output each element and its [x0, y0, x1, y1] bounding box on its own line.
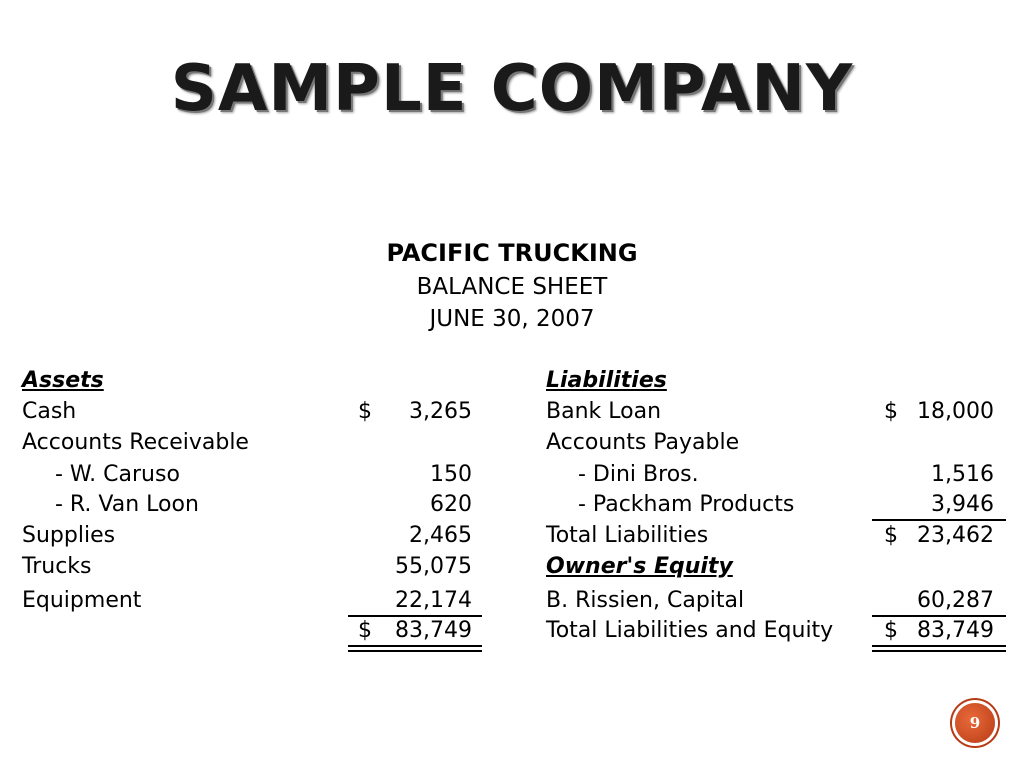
equity-subtotal-rule	[872, 615, 1006, 617]
cash-label: Cash	[22, 399, 77, 424]
supplies-label: Supplies	[22, 523, 116, 548]
total-le-dollar: $	[884, 618, 898, 643]
total-le-amount: 83,749	[917, 618, 994, 643]
assets-total-amount: 83,749	[395, 618, 472, 643]
total-liabilities-dollar: $	[884, 523, 898, 548]
bank-loan-amount: 18,000	[917, 399, 994, 424]
trucks-amount: 55,075	[395, 554, 472, 579]
company-name-text: PACIFIC TRUCKING	[386, 239, 638, 267]
statement-date: JUNE 30, 2007	[429, 306, 595, 332]
trucks-label: Trucks	[22, 554, 92, 579]
packham-amount: 3,946	[931, 492, 994, 517]
assets-total-double-rule	[348, 645, 482, 652]
dini-amount: 1,516	[931, 462, 994, 487]
assets-heading: Assets	[22, 368, 104, 393]
vanloon-amount: 620	[430, 492, 472, 517]
supplies-amount: 2,465	[409, 523, 472, 548]
caruso-amount: 150	[430, 462, 472, 487]
capital-amount: 60,287	[917, 588, 994, 613]
total-le-label: Total Liabilities and Equity	[546, 618, 834, 643]
liabilities-subtotal-rule	[872, 519, 1006, 521]
assets-subtotal-rule	[348, 615, 482, 617]
page-number: 9	[969, 714, 981, 732]
dini-label: - Dini Bros.	[578, 462, 699, 487]
slide-title: SAMPLE COMPANY	[170, 52, 854, 126]
bank-loan-dollar: $	[884, 399, 898, 424]
packham-label: - Packham Products	[578, 492, 795, 517]
vanloon-label: - R. Van Loon	[55, 492, 199, 517]
assets-total-dollar: $	[358, 618, 372, 643]
bank-loan-label: Bank Loan	[546, 399, 662, 424]
le-total-double-rule	[872, 645, 1006, 652]
page-number-badge	[955, 703, 995, 743]
total-liabilities-amount: 23,462	[917, 523, 994, 548]
statement-title: BALANCE SHEET	[416, 274, 608, 300]
ap-label: Accounts Payable	[546, 430, 740, 455]
capital-label: B. Rissien, Capital	[546, 588, 745, 613]
liabilities-heading: Liabilities	[546, 368, 667, 393]
company-name	[0, 238, 1024, 270]
ar-label: Accounts Receivable	[22, 430, 249, 455]
total-liabilities-label: Total Liabilities	[546, 523, 709, 548]
equipment-label: Equipment	[22, 588, 142, 613]
cash-dollar: $	[358, 399, 372, 424]
equity-heading: Owner's Equity	[546, 554, 733, 579]
caruso-label: - W. Caruso	[55, 462, 180, 487]
equipment-amount: 22,174	[395, 588, 472, 613]
cash-amount: 3,265	[409, 399, 472, 424]
